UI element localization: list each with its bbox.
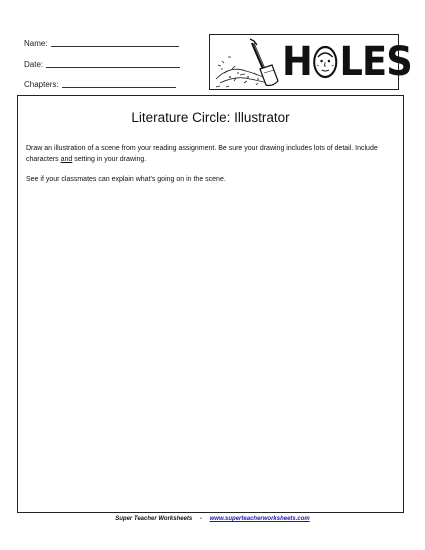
name-field[interactable] [24,39,179,48]
footer-separator: - [199,516,202,522]
instruction-paragraph-1 [26,144,398,165]
instructions [26,144,398,186]
date-label: Date: [24,60,44,69]
footer-url-link[interactable]: www.superteacherworksheets.com [209,516,310,522]
face-in-hole-icon [313,45,339,79]
date-field[interactable] [24,60,180,69]
logo-wordmark [282,39,412,85]
page-title: Literature Circle: Illustrator [131,110,290,125]
drawing-area[interactable] [17,95,404,513]
chapters-label: Chapters: [24,80,59,89]
name-line[interactable] [51,45,179,47]
instruction-text-1a: Draw an illustration of a scene from your reading assignment. Be sure your drawing includes lots of detail. Include characters [26,145,378,163]
chapters-field[interactable] [24,80,176,89]
name-label: Name: [24,39,48,48]
instruction-text-1b: setting in your drawing. [72,155,147,163]
date-line[interactable] [46,66,180,68]
chapters-line[interactable] [62,86,176,88]
instruction-underlined-and: and [60,155,73,163]
logo-letters-les: LES [339,39,412,85]
logo-letter-h: H [282,39,312,85]
holes-logo [209,34,412,90]
instruction-paragraph-2: See if your classmates can explain what's going on in the scene. [26,176,226,183]
footer [0,516,425,522]
footer-brand: Super Teacher Worksheets [115,516,193,522]
